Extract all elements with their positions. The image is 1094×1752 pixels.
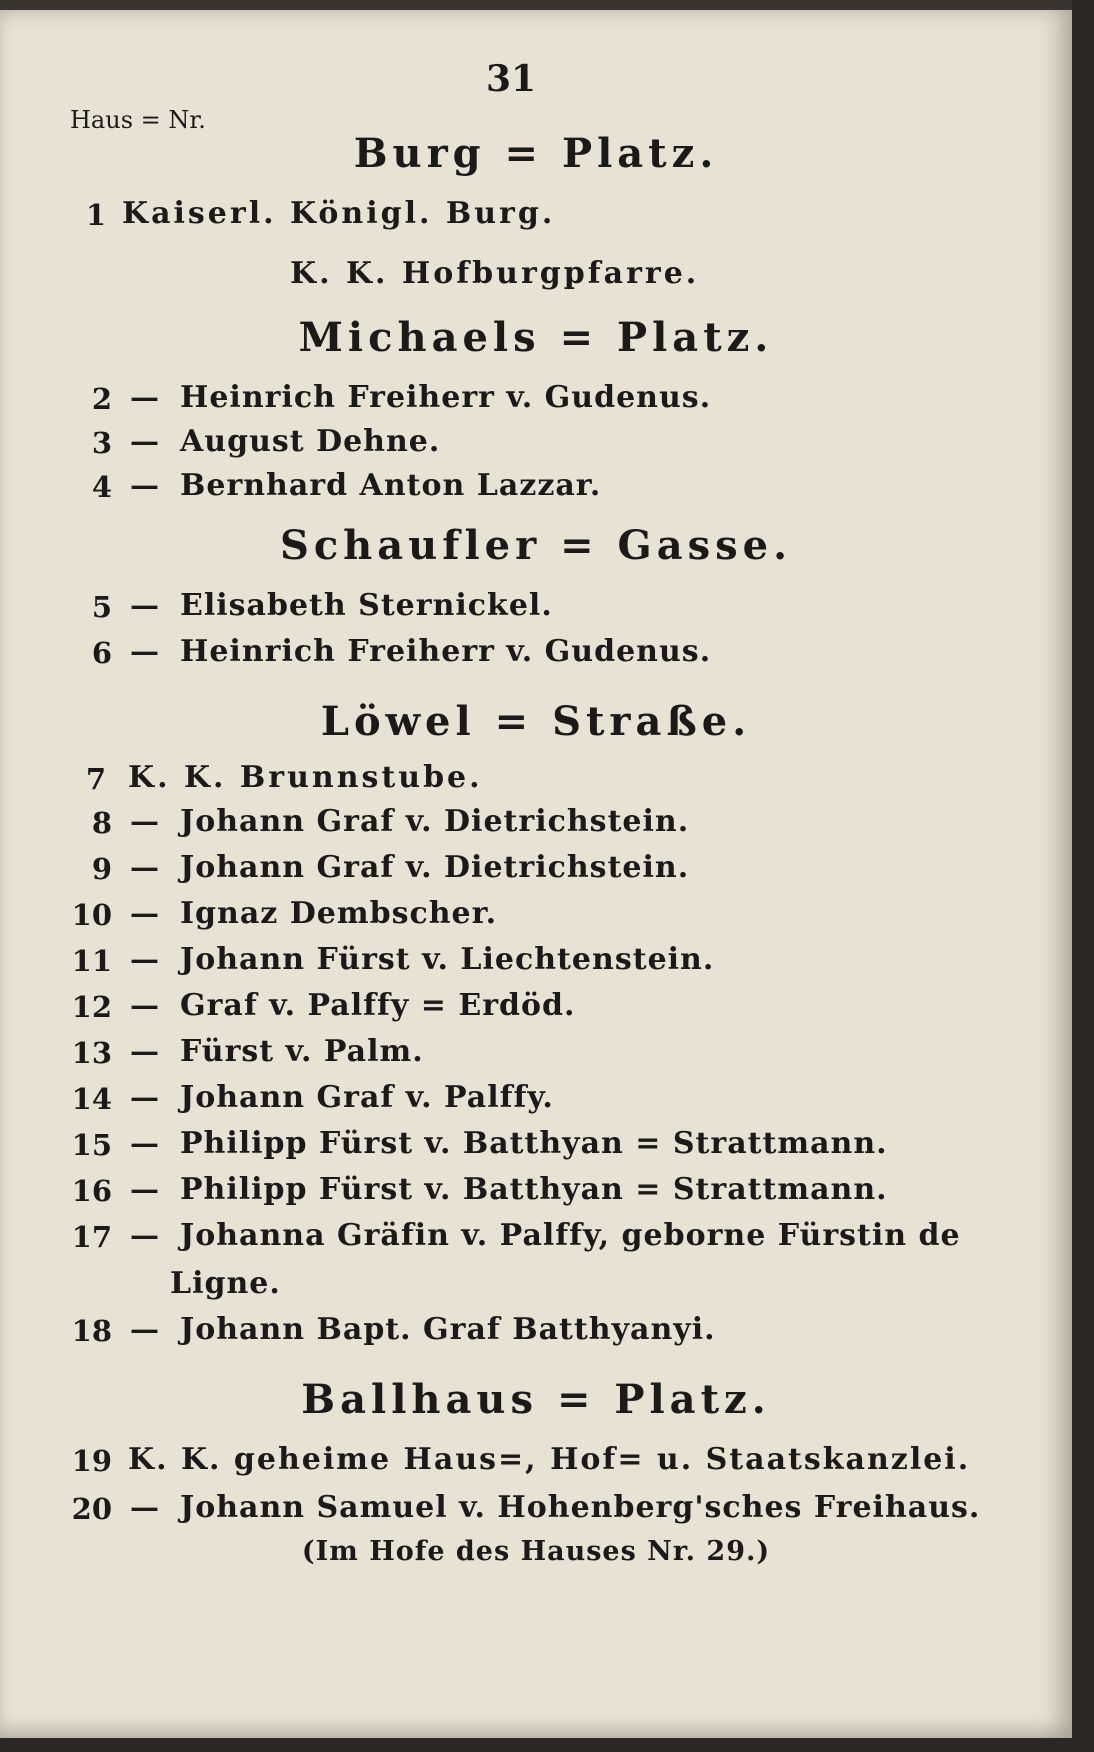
entry-text: Graf v. Palffy = Erdöd.: [180, 988, 576, 1023]
page-number: 31: [486, 58, 537, 100]
section-heading-schaufler-gasse: Schaufler = Gasse.: [279, 522, 793, 569]
entry-dash: —: [130, 588, 159, 622]
entry-dash: —: [130, 1218, 159, 1252]
house-number: 13: [71, 1036, 112, 1070]
entry-text: Johanna Gräfin v. Palffy, geborne Fürstin de: [180, 1218, 961, 1253]
entry-text: Kaiserl. Königl. Burg.: [122, 196, 556, 231]
entry-text: Fürst v. Palm.: [180, 1034, 424, 1069]
entry-text: Johann Graf v. Dietrichstein.: [180, 804, 690, 839]
entry-dash: —: [130, 942, 159, 976]
house-number: 3: [91, 426, 112, 460]
column-header: Haus = Nr.: [70, 106, 206, 134]
entry-dash: —: [130, 850, 159, 884]
entry-text: Philipp Fürst v. Batthyan = Strattmann.: [180, 1126, 888, 1161]
entry-dash: —: [130, 468, 159, 502]
house-number: 9: [91, 852, 112, 886]
entry-dash: —: [130, 1490, 159, 1524]
entry-text: Ignaz Dembscher.: [180, 896, 498, 931]
house-number: 18: [71, 1314, 112, 1348]
entry-text: K. K. geheime Haus=, Hof= u. Staatskanzlei.: [128, 1442, 971, 1477]
entry-dash: —: [130, 634, 159, 668]
house-number: 4: [91, 470, 112, 504]
house-number: 7: [85, 762, 106, 796]
entry-text: Bernhard Anton Lazzar.: [180, 468, 602, 503]
entry-dash: —: [130, 804, 159, 838]
entry-text: K. K. Hofburgpfarre.: [290, 256, 700, 291]
entry-dash: —: [130, 1034, 159, 1068]
house-number: 8: [91, 806, 112, 840]
entry-dash: —: [130, 1312, 159, 1346]
entry-dash: —: [130, 896, 159, 930]
entry-dash: —: [130, 988, 159, 1022]
entry-text: Johann Samuel v. Hohenberg'sches Freihaus.: [180, 1490, 981, 1525]
house-number: 10: [71, 898, 112, 932]
entry-text: Johann Bapt. Graf Batthyanyi.: [180, 1312, 716, 1347]
entry-text: K. K. Brunnstube.: [128, 760, 483, 795]
house-number: 1: [85, 198, 106, 232]
house-number: 20: [71, 1492, 112, 1526]
section-heading-michaels-platz: Michaels = Platz.: [298, 314, 774, 361]
house-number: 16: [71, 1174, 112, 1208]
entry-text: Heinrich Freiherr v. Gudenus.: [180, 634, 712, 669]
entry-dash: —: [130, 1126, 159, 1160]
house-number: 15: [71, 1128, 112, 1162]
section-heading-loewel-strasse: Löwel = Straße.: [320, 698, 752, 745]
entry-dash: —: [130, 1172, 159, 1206]
entry-text: Johann Graf v. Palffy.: [180, 1080, 554, 1115]
section-heading-ballhaus-platz: Ballhaus = Platz.: [301, 1376, 771, 1423]
entry-text: Philipp Fürst v. Batthyan = Strattmann.: [180, 1172, 888, 1207]
section-heading-burg-platz: Burg = Platz.: [353, 130, 719, 177]
house-number: 5: [91, 590, 112, 624]
entry-text: Elisabeth Sternickel.: [180, 588, 553, 623]
house-number: 14: [71, 1082, 112, 1116]
page-bottom-edge: [0, 1738, 1094, 1752]
house-number: 6: [91, 636, 112, 670]
entry-continuation: Ligne.: [170, 1266, 281, 1301]
house-number: 11: [71, 944, 112, 978]
address-note: (Im Hofe des Hauses Nr. 29.): [301, 1536, 771, 1567]
entry-text: August Dehne.: [180, 424, 441, 459]
entry-dash: —: [130, 424, 159, 458]
entry-dash: —: [130, 1080, 159, 1114]
entry-text: Johann Graf v. Dietrichstein.: [180, 850, 690, 885]
house-number: 17: [71, 1220, 112, 1254]
book-page: [0, 10, 1072, 1738]
house-number: 12: [71, 990, 112, 1024]
entry-text: Heinrich Freiherr v. Gudenus.: [180, 380, 712, 415]
house-number: 2: [91, 382, 112, 416]
house-number: 19: [71, 1444, 112, 1478]
entry-dash: —: [130, 380, 159, 414]
book-binding: [1072, 0, 1094, 1752]
entry-text: Johann Fürst v. Liechtenstein.: [180, 942, 715, 977]
